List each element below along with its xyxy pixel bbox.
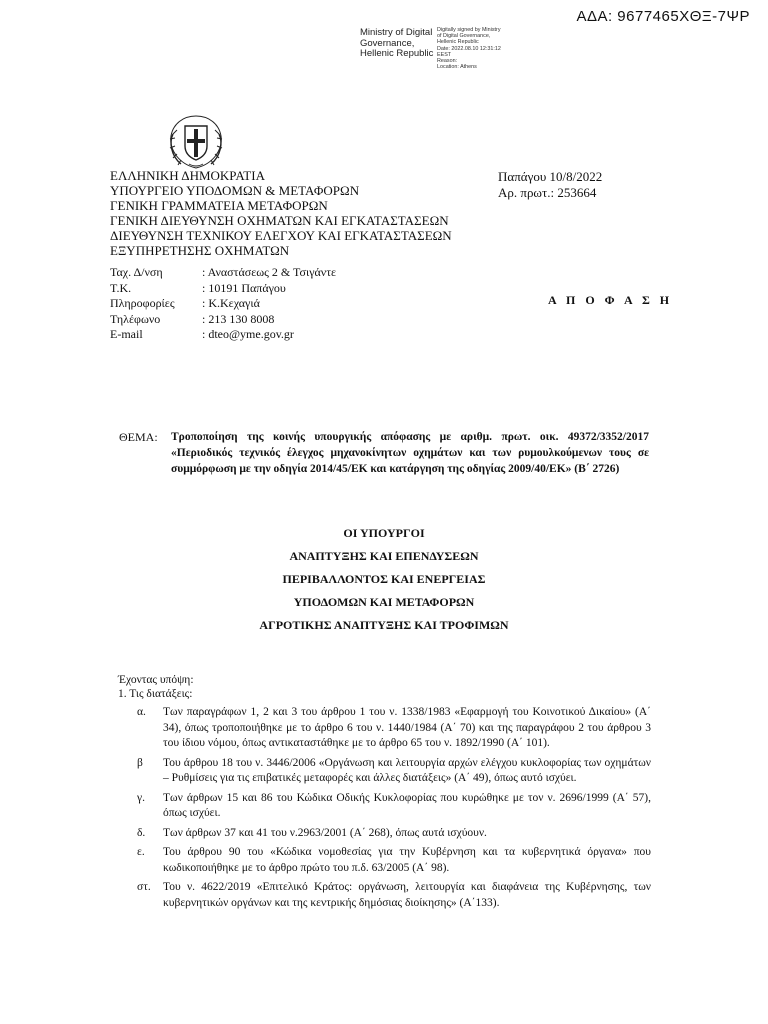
contact-value: : Κ.Κεχαγιά	[202, 296, 260, 310]
signature-detail-line: Hellenic Republic	[437, 39, 479, 46]
list-item-text: Των άρθρων 37 και 41 του ν.2963/2001 (Α΄ 268), όπως αυτά ισχύουν.	[163, 826, 487, 839]
ministers-block	[0, 522, 768, 637]
signature-detail-line: Digitally signed by Ministry	[437, 27, 501, 33]
list-item-text: Του ν. 4622/2019 «Επιτελικό Κράτος: οργάνωση, λειτουργία και διαφάνεια της Κυβέρνησης, των κυβερνητικών οργάνων και της κεντρικής δημόσιας διοίκησης» (Α΄133).	[163, 881, 651, 909]
signature-detail-line: Reason:	[437, 58, 458, 65]
decision-title: Α Π Ο Φ Α Σ Η	[548, 293, 673, 307]
contact-value: : 10191 Παπάγου	[202, 280, 286, 295]
signature-issuer-line: Governance,	[360, 37, 415, 49]
minister-title: ΑΝΑΠΤΥΞΗΣ ΚΑΙ ΕΠΕΝΔΥΣΕΩΝ	[289, 549, 479, 563]
contact-label: Τ.Κ.	[110, 280, 132, 295]
signature-detail-line: Date: 2022.08.10 12:31:12	[437, 45, 501, 52]
provisions-list	[137, 705, 651, 915]
contact-details	[110, 265, 336, 343]
header-line: ΕΞΥΠΗΡΕΤΗΣΗΣ ΟΧΗΜΑΤΩΝ	[110, 243, 290, 258]
signature-detail-line: Location: Athens	[437, 64, 477, 71]
list-item	[137, 705, 651, 752]
ada-code: ΑΔΑ: 9677465ΧΘΞ-7ΨΡ	[576, 8, 750, 25]
contact-label: Τηλέφωνο	[110, 311, 161, 326]
contact-value: : Αναστάσεως 2 & Τσιγάντε	[202, 265, 337, 279]
list-item-label: ε.	[137, 846, 145, 858]
contact-email[interactable]: : dteo@yme.gov.gr	[202, 327, 294, 341]
list-item	[137, 791, 651, 822]
contact-value: : 213 130 8008	[202, 311, 275, 326]
signature-detail-line: EEST	[437, 51, 452, 58]
list-item-label: α.	[137, 706, 146, 718]
header-line: ΓΕΝΙΚΗ ΓΡΑΜΜΑΤΕΙΑ ΜΕΤΑΦΟΡΩΝ	[110, 198, 328, 213]
list-item	[137, 756, 651, 787]
header-line: ΔΙΕΥΘΥΝΣΗ ΤΕΧΝΙΚΟΥ ΕΛΕΓΧΟΥ ΚΑΙ ΕΓΚΑΤΑΣΤΑΣΕΩΝ	[110, 228, 452, 243]
list-item-text: Του άρθρου 90 του «Κώδικα νομοθεσίας για την Κυβέρνηση και τα κυβερνητικά όργανα» που κωδικοποιήθηκε με το άρθρο πρώτο του π.δ. 63/2005 (Α΄ 98).	[163, 846, 651, 874]
document-date: Παπάγου 10/8/2022	[498, 169, 603, 184]
signature-issuer-line: Ministry of Digital	[360, 27, 433, 38]
contact-row	[110, 296, 336, 312]
signature-details	[437, 27, 527, 70]
contact-label: Πληροφορίες	[110, 296, 175, 310]
list-item-text: Των παραγράφων 1, 2 και 3 του άρθρου 1 του ν. 1338/1983 «Εφαρμογή του Κοινοτικού Δικαίου» (Α΄ 34), όπως τροποποιήθηκε με το άρθρο 6 του ν. 1440/1984 (Α΄ 70) και της παραγράφου 2 του άρθρου 3 του ίδιου νόμου, όπως αντικαταστάθηκε με το άρθρο 65 του ν. 1892/1990 (Α΄ 101).	[163, 706, 651, 749]
minister-title: ΑΓΡΟΤΙΚΗΣ ΑΝΑΠΤΥΞΗΣ ΚΑΙ ΤΡΟΦΙΜΩΝ	[259, 618, 509, 632]
header-line: ΓΕΝΙΚΗ ΔΙΕΥΘΥΝΣΗ ΟΧΗΜΑΤΩΝ ΚΑΙ ΕΓΚΑΤΑΣΤΑΣΕΩΝ	[110, 213, 449, 228]
subject-label: ΘΕΜΑ:	[119, 430, 158, 444]
contact-row	[110, 312, 336, 328]
header-line: ΥΠΟΥΡΓΕΙΟ ΥΠΟΔΟΜΩΝ & ΜΕΤΑΦΟΡΩΝ	[110, 183, 360, 198]
subject-text: Τροποποίηση της κοινής υπουργικής απόφασης με αριθμ. πρωτ. οικ. 49372/3352/2017 «Περιοδικός τεχνικός έλεγχος μηχανοκίνητων οχημάτων και των ρυμουλκούμενων τους σε συμμόρφωση με την οδηγία 2014/45/ΕΚ και κατάργηση της οδηγίας 2009/40/ΕΚ» (Β΄ 2726)	[171, 431, 649, 475]
list-item-label: δ.	[137, 826, 146, 839]
list-item-label: β	[137, 756, 143, 769]
list-item	[137, 845, 651, 876]
contact-row	[110, 281, 336, 297]
protocol-number: Αρ. πρωτ.: 253664	[498, 185, 597, 200]
list-item-label: στ.	[137, 881, 151, 893]
header-line: ΕΛΛΗΝΙΚΗ ΔΗΜΟΚΡΑΤΙΑ	[110, 168, 265, 183]
ministers-heading: ΟΙ ΥΠΟΥΡΓΟΙ	[343, 526, 425, 540]
minister-title: ΥΠΟΔΟΜΩΝ ΚΑΙ ΜΕΤΑΦΟΡΩΝ	[293, 595, 475, 609]
contact-label: Ταχ. Δ/νση	[110, 265, 163, 279]
contact-label: E-mail	[110, 327, 143, 341]
list-item-text: Των άρθρων 15 και 86 του Κώδικα Οδικής Κυκλοφορίας που κυρώθηκε με τον ν. 2696/1999 (Α΄ 57), όπως ισχύει.	[163, 791, 651, 819]
list-item-label: γ.	[137, 791, 145, 804]
date-block	[498, 169, 602, 201]
contact-row	[110, 265, 336, 281]
minister-title: ΠΕΡΙΒΑΛΛΟΝΤΟΣ ΚΑΙ ΕΝΕΡΓΕΙΑΣ	[282, 572, 486, 586]
having-regard-heading: Έχοντας υπόψη:	[118, 674, 194, 686]
coat-of-arms-icon	[163, 112, 229, 172]
issuer-header	[110, 168, 452, 258]
list-item-text: Του άρθρου 18 του ν. 3446/2006 «Οργάνωση και λειτουργία αρχών ελέγχου κυκλοφορίας των οχημάτων – Ρυθμίσεις για τις επιβατικές μεταφορές και άλλες διατάξεις» (Α΄ 49), όπως αυτό ισχύει.	[163, 756, 651, 784]
list-item	[137, 880, 651, 911]
point-1-heading: 1. Τις διατάξεις:	[118, 688, 193, 700]
signature-issuer	[360, 28, 434, 60]
signature-detail-line: of Digital Governance,	[437, 33, 491, 40]
signature-issuer-line: Hellenic Republic	[360, 48, 434, 59]
contact-row	[110, 327, 336, 343]
list-item	[137, 826, 651, 842]
